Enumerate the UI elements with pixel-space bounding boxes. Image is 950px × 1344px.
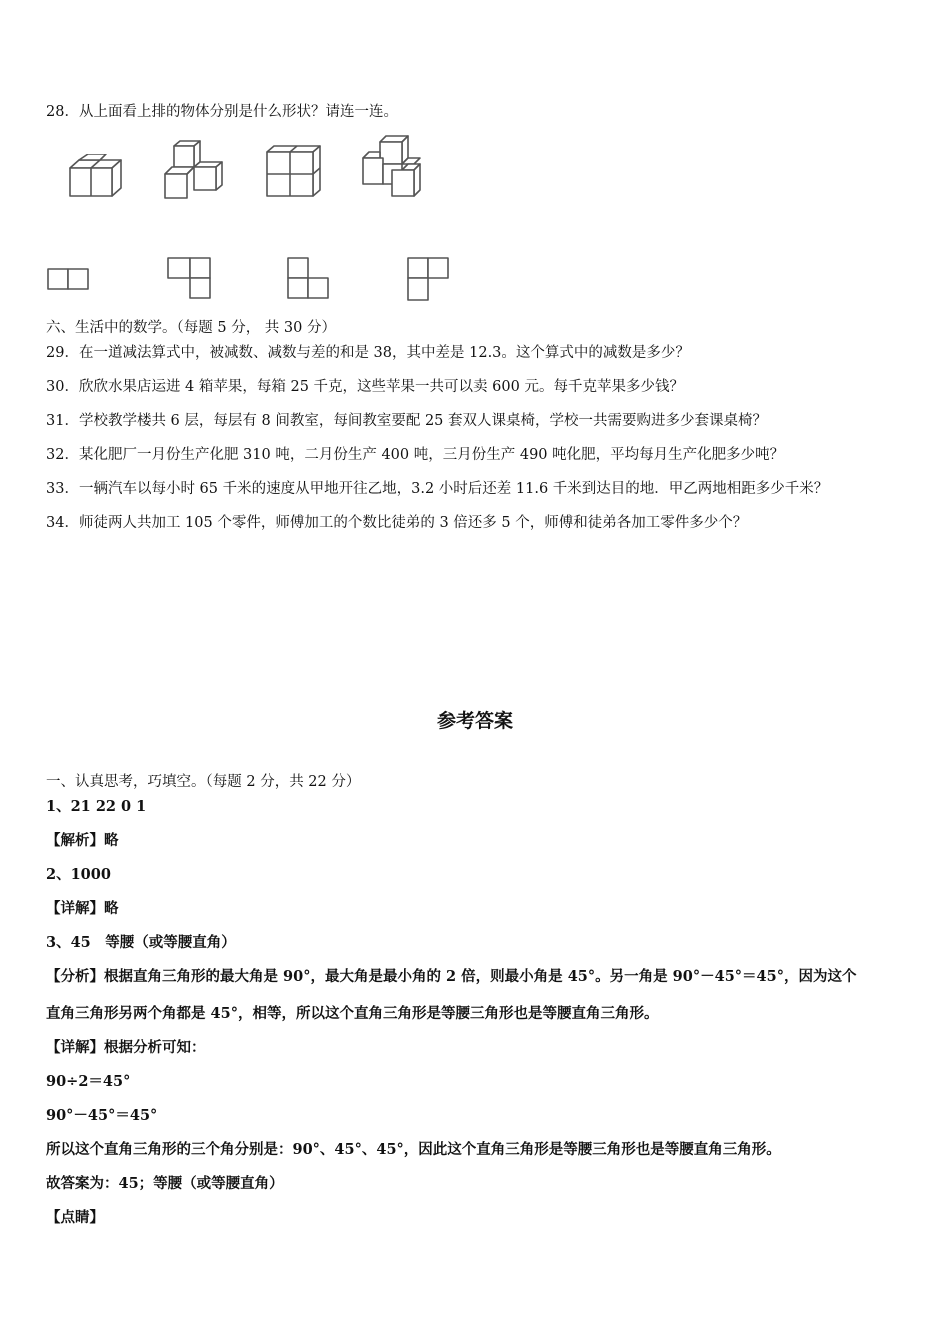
question-33: 33．一辆汽车以每小时 65 千米的速度从甲地开往乙地，3.2 小时后还差 11.6 千米到达目的地．甲乙两地相距多少千米？ — [46, 481, 829, 497]
section-6-heading: 六、生活中的数学。（每题 5 分， 共 30 分） — [46, 320, 336, 336]
cube-figure-2 — [162, 140, 226, 202]
question-34: 34．师徒两人共加工 105 个零件，师傅加工的个数比徒弟的 3 倍还多 5 个，师傅和徒弟各加工零件多少个？ — [46, 515, 748, 531]
answer-1-analysis: 【解析】略 — [46, 832, 119, 849]
answer-3-equation-2: 90°－45°＝45° — [46, 1107, 158, 1124]
answer-3-analysis-line-1: 【分析】根据直角三角形的最大角是 90°，最大角是最小角的 2 倍，则最小角是 45°。另一角是 90°－45°＝45°，因为这个 — [46, 968, 857, 985]
question-32: 32．某化肥厂一月份生产化肥 310 吨，二月份生产 400 吨，三月份生产 490 吨化肥，平均每月生产化肥多少吨？ — [46, 447, 785, 463]
question-31: 31．学校教学楼共 6 层，每层有 8 间教室，每间教室要配 25 套双人课桌椅，学校一共需要购进多少套课桌椅？ — [46, 413, 768, 429]
top-view-shape-1 — [46, 266, 92, 292]
question-29: 29．在一道减法算式中，被减数、减数与差的和是 38，其中差是 12.3。这个算式中的减数是多少？ — [46, 345, 690, 361]
answer-3-final: 故答案为：45；等腰（或等腰直角） — [46, 1175, 284, 1192]
cube-figure-1 — [66, 154, 126, 200]
question-30: 30．欣欣水果店运进 4 箱苹果，每箱 25 千克，这些苹果一共可以卖 600 元。每千克苹果多少钱？ — [46, 379, 684, 395]
answer-2-detail: 【详解】略 — [46, 900, 119, 917]
top-view-shape-4 — [404, 256, 454, 304]
cube-figure-4 — [358, 134, 424, 200]
top-view-shape-3 — [284, 256, 334, 302]
answer-section-1-heading: 一、认真思考，巧填空。（每题 2 分，共 22 分） — [46, 774, 361, 790]
answer-3-detail: 【详解】根据分析可知： — [46, 1039, 206, 1056]
answer-3: 3、45 等腰（或等腰直角） — [46, 934, 236, 951]
answer-3-equation-1: 90÷2＝45° — [46, 1073, 131, 1090]
answer-title: 参考答案 — [436, 710, 513, 732]
answer-3-note: 【点睛】 — [46, 1209, 104, 1226]
top-view-shape-2 — [164, 256, 214, 302]
answer-2: 2、1000 — [46, 866, 111, 883]
answer-3-conclusion: 所以这个直角三角形的三个角分别是：90°、45°、45°，因此这个直角三角形是等腰三角形也是等腰直角三角形。 — [46, 1141, 781, 1158]
question-28: 28．从上面看上排的物体分别是什么形状？请连一连。 — [46, 104, 398, 120]
answer-3-analysis-line-2: 直角三角形另两个角都是 45°，相等，所以这个直角三角形是等腰三角形也是等腰直角三角形。 — [46, 1005, 659, 1022]
answer-1: 1、21 22 0 1 — [46, 798, 147, 815]
cube-figure-3 — [264, 144, 324, 200]
